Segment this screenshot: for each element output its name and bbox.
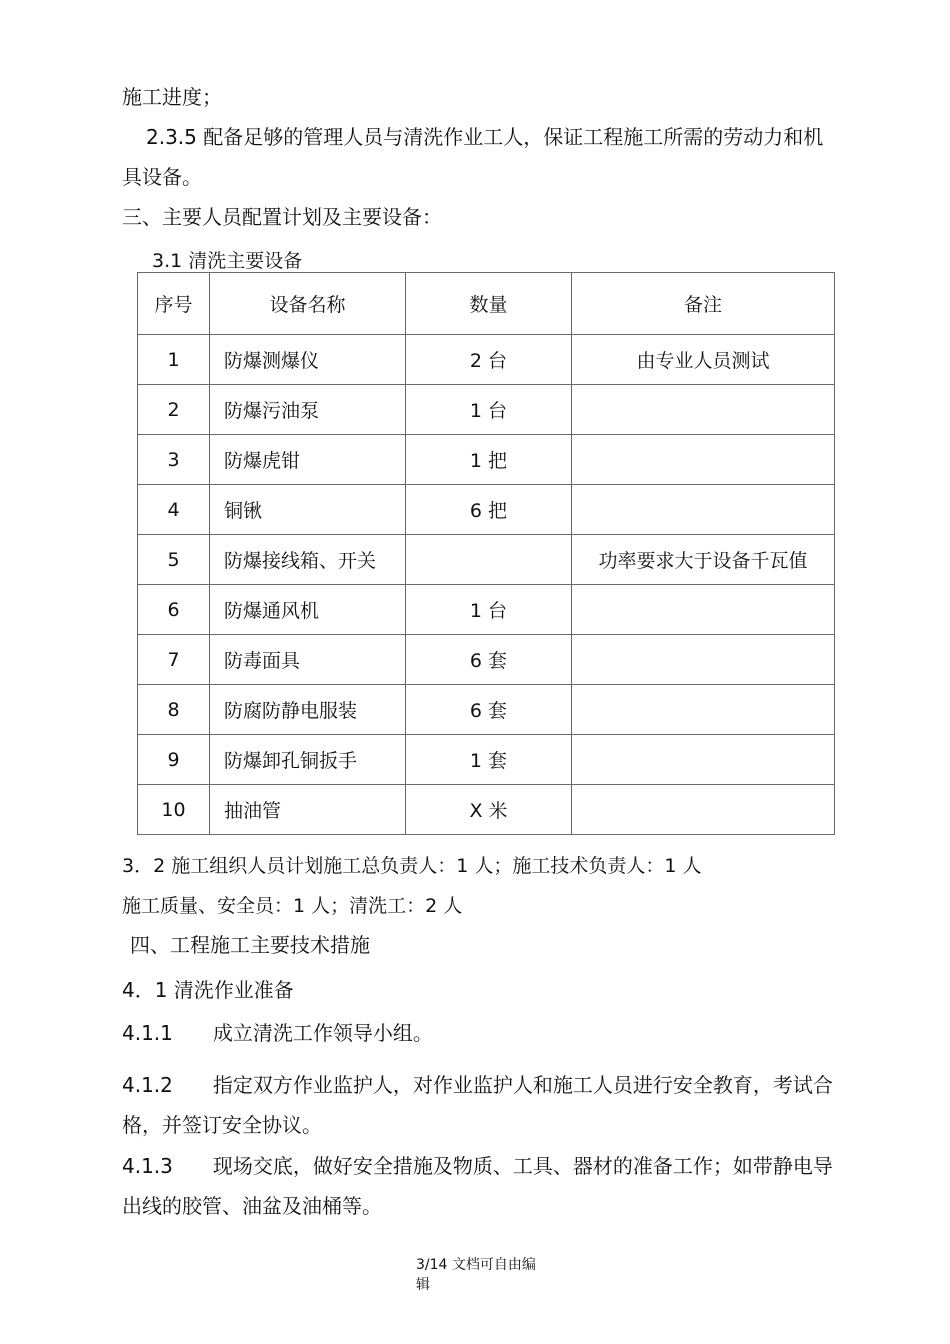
footer-line-1: 3/14 文档可自由编 (416, 1257, 536, 1273)
table-row (138, 435, 835, 485)
cell-note: 由专业人员测试 (572, 335, 835, 385)
cell-qty (406, 535, 572, 585)
table-row (138, 735, 835, 785)
cell-no: 10 (138, 785, 210, 835)
table-caption: 3.1 清洗主要设备 (152, 250, 303, 272)
cell-no: 6 (138, 585, 210, 635)
cell-name: 防腐防静电服装 (210, 685, 406, 735)
cell-note (572, 685, 835, 735)
cell-qty: 6 套 (406, 685, 572, 735)
table-row (138, 685, 835, 735)
cell-name: 防爆虎钳 (210, 435, 406, 485)
cell-qty: 1 套 (406, 735, 572, 785)
table-row (138, 635, 835, 685)
cell-no: 2 (138, 385, 210, 435)
item-4-1-2: 4.1.2 指定双方作业监护人，对作业监护人和施工人员进行安全教育，考试合 (122, 1073, 833, 1097)
cell-note (572, 385, 835, 435)
table-row (138, 535, 835, 585)
section-heading-3: 三、主要人员配置计划及主要设备： (122, 205, 442, 229)
item-4-1-1: 4.1.1 成立清洗工作领导小组。 (122, 1021, 433, 1045)
header-qty: 数量 (406, 273, 572, 335)
cell-note (572, 735, 835, 785)
text-line-3: 具设备。 (122, 165, 202, 189)
cell-name: 防爆测爆仪 (210, 335, 406, 385)
equipment-table (137, 272, 835, 835)
header-note: 备注 (572, 273, 835, 335)
cell-name: 防爆接线箱、开关 (210, 535, 406, 585)
cell-note (572, 635, 835, 685)
item-4-1-2-cont: 格，并签订安全协议。 (122, 1113, 322, 1137)
section-heading-4: 四、工程施工主要技术措施 (130, 933, 370, 957)
cell-name: 防爆污油泵 (210, 385, 406, 435)
cell-no: 9 (138, 735, 210, 785)
cell-name: 抽油管 (210, 785, 406, 835)
cell-no: 7 (138, 635, 210, 685)
text-line-staff-plan: 3．2 施工组织人员计划施工总负责人：1 人；施工技术负责人：1 人 (122, 855, 702, 877)
cell-no: 4 (138, 485, 210, 535)
cell-qty: 1 台 (406, 585, 572, 635)
cell-qty: 1 把 (406, 435, 572, 485)
table-row (138, 385, 835, 435)
table-row (138, 335, 835, 385)
cell-note (572, 585, 835, 635)
footer-line-2: 辑 (416, 1277, 430, 1293)
cell-name: 防爆卸孔铜扳手 (210, 735, 406, 785)
item-4-1-3-cont: 出线的胶管、油盆及油桶等。 (122, 1194, 382, 1218)
cell-qty: 6 套 (406, 635, 572, 685)
cell-qty: X 米 (406, 785, 572, 835)
text-line-2: 2.3.5 配备足够的管理人员与清洗作业工人，保证工程施工所需的劳动力和机 (146, 125, 824, 149)
subsection-4-1: 4．1 清洗作业准备 (122, 978, 294, 1002)
cell-qty: 6 把 (406, 485, 572, 535)
cell-qty: 1 台 (406, 385, 572, 435)
table-row (138, 485, 835, 535)
cell-no: 5 (138, 535, 210, 585)
header-name: 设备名称 (210, 273, 406, 335)
cell-note (572, 485, 835, 535)
cell-qty: 2 台 (406, 335, 572, 385)
table-row (138, 585, 835, 635)
cell-name: 防爆通风机 (210, 585, 406, 635)
cell-no: 1 (138, 335, 210, 385)
cell-note: 功率要求大于设备千瓦值 (572, 535, 835, 585)
header-no: 序号 (138, 273, 210, 335)
text-line-1: 施工进度； (122, 85, 222, 109)
cell-name: 防毒面具 (210, 635, 406, 685)
cell-no: 8 (138, 685, 210, 735)
cell-no: 3 (138, 435, 210, 485)
table-row (138, 785, 835, 835)
cell-note (572, 785, 835, 835)
cell-name: 铜锹 (210, 485, 406, 535)
cell-note (572, 435, 835, 485)
item-4-1-3: 4.1.3 现场交底，做好安全措施及物质、工具、器材的准备工作；如带静电导 (122, 1154, 833, 1178)
text-line-staff-quality: 施工质量、安全员：1 人；清洗工：2 人 (122, 895, 463, 917)
table-header-row (138, 273, 835, 335)
page-footer (416, 1255, 566, 1295)
